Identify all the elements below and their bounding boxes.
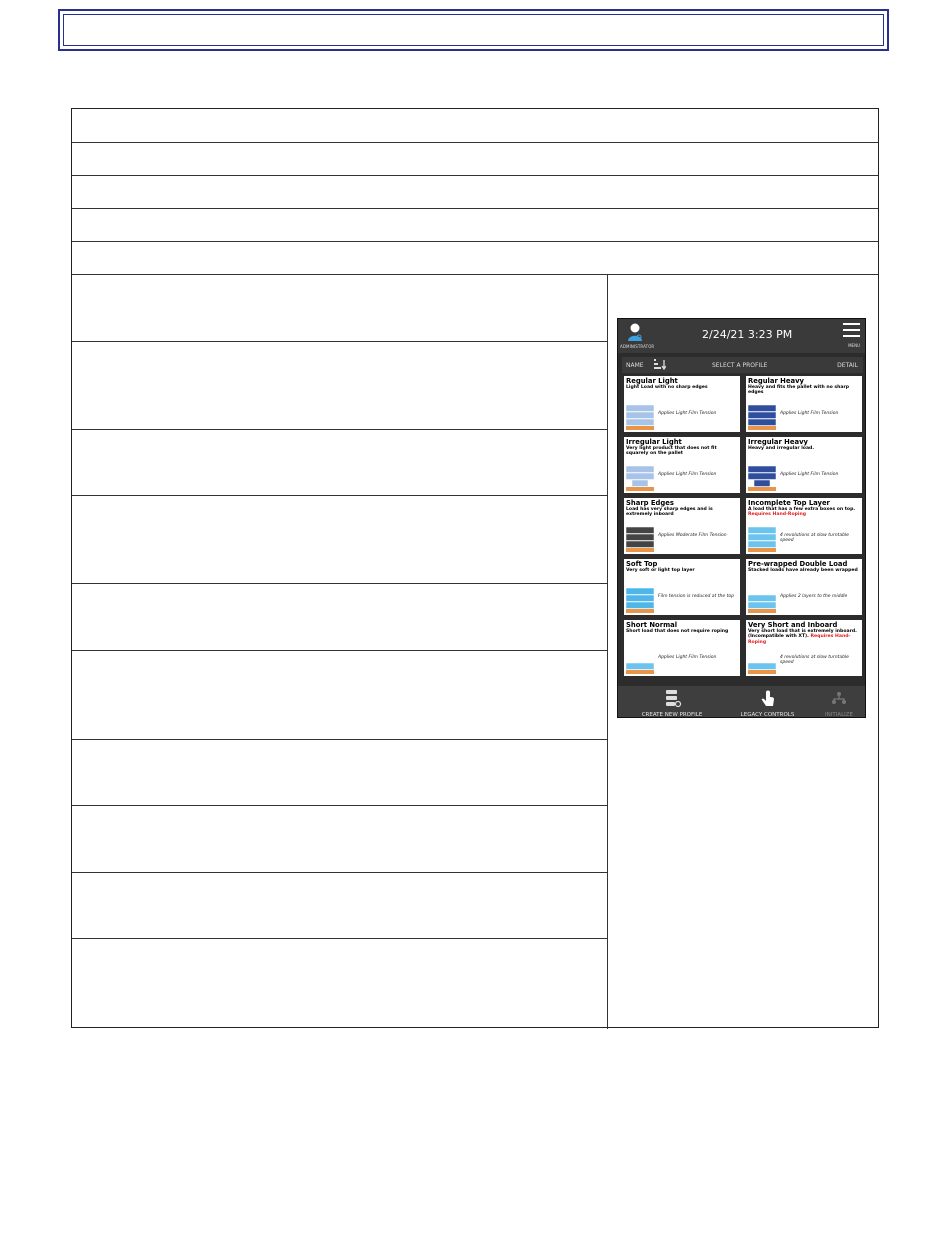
menu-label: MENU: [848, 343, 860, 348]
profile-title: Regular Heavy: [748, 377, 804, 385]
profile-description: [748, 629, 860, 645]
menu-icon[interactable]: [843, 323, 860, 338]
load-icon: [748, 646, 776, 675]
profile-description-text: Heavy and irregular load.: [748, 446, 815, 451]
profile-description-text: Very short load that is extremely inboard. (Incompatible with XT).: [748, 629, 857, 640]
load-icon: [748, 585, 776, 614]
profile-description: [626, 568, 738, 573]
device-top-bar: [618, 319, 865, 353]
load-icon: [626, 402, 654, 431]
profile-description-text: Very soft or light top layer: [626, 568, 695, 573]
select-profile-label: SELECT A PROFILE: [712, 362, 768, 369]
profile-description-text: Light Load with no sharp edges: [626, 385, 708, 390]
profile-requirement: Requires Hand-Roping: [748, 512, 807, 518]
create-new-profile-label: CREATE NEW PROFILE: [641, 712, 703, 718]
initialize-button[interactable]: [816, 688, 862, 718]
document-title-box: [58, 9, 889, 51]
profile-description: [748, 568, 860, 573]
profile-description-text: Load has very sharp edges and is extremely inboard: [626, 507, 713, 518]
load-icon: [626, 646, 654, 675]
profile-note: Applies Light Film Tension: [658, 655, 717, 660]
profile-title: Pre-wrapped Double Load: [748, 560, 848, 568]
profile-title: Very Short and Inboard: [748, 621, 838, 629]
profile-note: Applies Light Film Tension: [658, 472, 717, 477]
profile-description: [626, 507, 738, 518]
hand-touch-icon: [758, 688, 778, 708]
profile-description-text: Very light product that does not fit squarely on the pallet: [626, 446, 717, 457]
profile-title: Incomplete Top Layer: [748, 499, 830, 507]
profile-title: Soft Top: [626, 560, 658, 568]
profile-note: Film tension is reduced at the top: [658, 594, 734, 599]
profile-description-text: A load that has a few extra boxes on top.: [748, 507, 856, 512]
profile-description-text: Short load that does not require roping: [626, 629, 729, 634]
profile-title: Short Normal: [626, 621, 678, 629]
profile-note: Applies Light Film Tension: [780, 411, 839, 416]
profile-title: Regular Light: [626, 377, 678, 385]
profile-title: Irregular Heavy: [748, 438, 808, 446]
network-icon: [829, 688, 849, 708]
user-label: ADMINISTRATOR: [620, 344, 655, 349]
user-icon[interactable]: [627, 323, 643, 341]
profile-note: Applies Light Film Tension: [658, 411, 717, 416]
profile-select-screenshot: [617, 318, 866, 718]
initialize-label: INITIALIZE: [824, 712, 854, 718]
profile-note: 4 revolutions at slow turntable speed: [780, 533, 849, 544]
profile-description: [748, 385, 860, 396]
profile-note: 4 revolutions at slow turntable speed: [780, 655, 849, 666]
profile-card[interactable]: [624, 437, 740, 493]
load-icon: [748, 402, 776, 431]
legacy-controls-label: LEGACY CONTROLS: [740, 712, 795, 718]
datetime-display: 2/24/21 3:23 PM: [702, 328, 793, 341]
detail-button[interactable]: DETAIL: [837, 362, 858, 369]
profile-card[interactable]: [746, 498, 862, 554]
profile-list-header: [622, 357, 863, 373]
device-bottom-bar: [618, 686, 865, 718]
profile-card[interactable]: [746, 376, 862, 432]
profile-card[interactable]: [624, 376, 740, 432]
profile-note: Applies Light Film Tension: [780, 472, 839, 477]
profile-description-text: Stacked loads have already been wrapped: [748, 568, 858, 573]
sort-by-name-button[interactable]: NAME: [626, 362, 644, 369]
profile-card[interactable]: [746, 437, 862, 493]
profile-description: [626, 385, 738, 390]
profile-card[interactable]: [746, 620, 862, 676]
load-icon: [748, 463, 776, 492]
profile-requirement: Requires Hand-Roping: [748, 634, 851, 645]
profile-card[interactable]: [746, 559, 862, 615]
profile-description: [748, 446, 860, 451]
profile-note: Applies 2 layers to the middle: [780, 594, 848, 599]
sort-icon[interactable]: [654, 359, 666, 370]
load-icon: [626, 463, 654, 492]
profile-description: [626, 629, 738, 634]
profile-title: Irregular Light: [626, 438, 682, 446]
profile-title: Sharp Edges: [626, 499, 674, 507]
profile-note: Applies Moderate Film Tension: [658, 533, 727, 538]
server-icon: [662, 688, 682, 708]
profile-card[interactable]: [624, 559, 740, 615]
create-new-profile-button[interactable]: [632, 688, 712, 718]
load-icon: [748, 524, 776, 553]
profile-description-text: Heavy and fits the pallet with no sharp edges: [748, 385, 850, 396]
legacy-controls-button[interactable]: [730, 688, 805, 718]
load-icon: [626, 524, 654, 553]
load-icon: [626, 585, 654, 614]
profile-card[interactable]: [624, 620, 740, 676]
profile-description: [748, 507, 860, 518]
profile-card[interactable]: [624, 498, 740, 554]
profile-description: [626, 446, 738, 457]
